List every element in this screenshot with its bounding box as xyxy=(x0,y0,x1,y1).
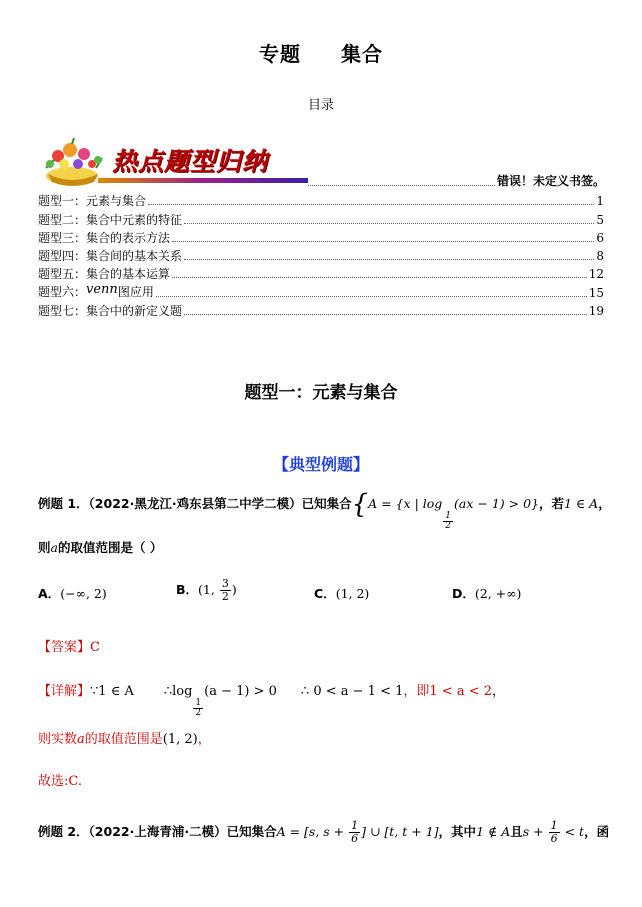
example-1-condition: 1 ∈ A xyxy=(564,496,599,511)
option-value-right: ) xyxy=(231,582,237,597)
detail-step-2 xyxy=(163,684,277,718)
answer-label: 【答案】 xyxy=(38,640,91,655)
hot-topics-banner xyxy=(38,138,308,186)
step-2-suffix: (a − 1) > 0 xyxy=(204,684,277,699)
detail-line-1 xyxy=(38,680,505,718)
set-a-interval xyxy=(276,819,439,845)
condition-2-prefix: s + xyxy=(522,824,548,839)
option-b-fraction xyxy=(220,578,231,603)
example-1-mid: ，若 xyxy=(538,496,564,511)
option-c[interactable] xyxy=(314,584,369,602)
toc-leader xyxy=(172,241,594,242)
log-base-den: 2 xyxy=(195,708,202,718)
toc-entry[interactable] xyxy=(38,190,604,208)
toc-entry-page: 5 xyxy=(596,212,604,227)
toc-entry-page: 1 xyxy=(596,194,604,209)
toc-leader xyxy=(148,204,594,205)
log-base-fraction xyxy=(193,699,203,718)
step-2-prefix: ∴log xyxy=(163,684,193,699)
fraction-numerator: 1 xyxy=(550,819,558,832)
detail-line-2-mid: 的取值范围是 xyxy=(84,732,163,747)
toc-entry-page: 15 xyxy=(588,285,604,300)
example-1-line-1 xyxy=(38,489,611,531)
example-2-mid: ，其中 xyxy=(438,824,477,839)
line2-variable: a xyxy=(50,540,58,555)
line2-suffix: 的取值范围是（ ） xyxy=(57,540,163,555)
interval-part-2: ] ∪ [t, t + 1] xyxy=(361,824,439,839)
example-1-line-2 xyxy=(38,538,162,556)
detail-conclusion: 故选:C. xyxy=(38,774,82,789)
example-2-end: ，函 xyxy=(584,824,610,839)
example-1-prefix: 例题 1．（2022·黑龙江·鸡东县第二中学二模）已知集合 xyxy=(38,496,352,511)
option-value: (−∞, 2) xyxy=(60,586,107,601)
toc-leader xyxy=(184,314,587,315)
toc-leader xyxy=(184,223,594,224)
detail-step-4-prefix: ，即 xyxy=(403,684,430,699)
toc-entry-page: 8 xyxy=(596,249,604,264)
toc-entry[interactable] xyxy=(38,227,604,245)
toc-entry[interactable] xyxy=(38,300,604,318)
detail-variable: a xyxy=(77,732,85,747)
bookmark-error-row xyxy=(308,172,605,190)
banner-underline xyxy=(98,178,308,183)
toc-entry[interactable] xyxy=(38,245,604,263)
toc-entry[interactable] xyxy=(38,263,604,281)
toc-entry-page: 19 xyxy=(588,304,604,319)
toc-leader xyxy=(156,296,587,297)
toc-entry-label: 题型五：集合的基本运算 xyxy=(38,267,171,282)
interval-part-1: A = [s, s + xyxy=(276,824,349,839)
example-1-end: ， xyxy=(598,496,611,511)
bookmark-error-text: 错误！未定义书签。 xyxy=(496,174,605,188)
detail-interval: (1, 2) xyxy=(162,732,198,747)
toc-leader xyxy=(184,259,594,260)
option-b[interactable] xyxy=(176,578,237,603)
condition-2-suffix: < t xyxy=(560,824,585,839)
interval-fraction xyxy=(349,820,360,845)
detail-label: 【详解】 xyxy=(38,684,91,699)
option-d[interactable] xyxy=(452,584,521,602)
toc-leader xyxy=(172,277,587,278)
title-part-2: 集合 xyxy=(341,42,383,66)
example-2-line-1 xyxy=(38,820,618,845)
toc-entry-label: 题型四：集合间的基本关系 xyxy=(38,249,183,264)
log-base-num: 1 xyxy=(195,698,202,708)
toc-entry-label: 题型三：集合的表示方法 xyxy=(38,230,171,245)
toc-entry-label: 题型一：元素与集合 xyxy=(38,194,147,209)
fraction-denominator: 6 xyxy=(550,832,558,845)
set-a-head: A = {x | log xyxy=(368,496,443,511)
toc-entry[interactable] xyxy=(38,281,604,299)
set-a-definition: {A = {x | log $\frac{1}{2}$ (ax − 1) > 0} xyxy=(351,489,539,531)
fraction-denominator: 2 xyxy=(221,590,229,603)
example-heading: 【典型例题】 xyxy=(272,455,369,474)
option-letter: C． xyxy=(314,586,336,601)
toc-entry-page: 12 xyxy=(588,267,604,282)
example-2-and: 且 xyxy=(510,824,523,839)
option-value-left: (1, xyxy=(198,582,219,597)
title-part-1: 专题 xyxy=(259,42,301,66)
detail-line-2 xyxy=(38,728,211,747)
detail-step-3: ∴ 0 < a − 1 < 1 xyxy=(300,684,404,699)
fraction-numerator: 3 xyxy=(221,577,229,590)
toc-label-venn: venn xyxy=(86,281,118,297)
fraction-denominator: 6 xyxy=(351,832,359,845)
detail-step-4: 1 < a < 2 xyxy=(429,684,492,699)
log-base-den: 2 xyxy=(445,521,452,531)
log-base-num: 1 xyxy=(445,511,452,521)
toc-entry-label: 题型七：集合中的新定义题 xyxy=(38,304,183,319)
toc-entry-label: 题型二：集合中元素的特征 xyxy=(38,212,183,227)
option-value: (1, 2) xyxy=(335,586,370,601)
example-2-condition-1: 1 ∉ A xyxy=(476,824,511,839)
set-a-tail: (ax − 1) > 0} xyxy=(454,496,539,511)
example-2-prefix: 例题 2．（2022·上海青浦·二模）已知集合 xyxy=(38,824,277,839)
answer-line xyxy=(38,636,100,655)
detail-step-4-end: ， xyxy=(492,684,506,699)
table-of-contents xyxy=(38,190,604,318)
option-letter: D． xyxy=(452,586,475,601)
line2-prefix: 则 xyxy=(38,540,51,555)
detail-line-2-prefix: 则实数 xyxy=(38,732,78,747)
condition-fraction xyxy=(549,820,560,845)
option-letter: B． xyxy=(176,582,199,597)
option-a[interactable] xyxy=(38,584,107,602)
toc-entry-label xyxy=(38,281,154,300)
log-base-fraction xyxy=(443,512,453,531)
fraction-numerator: 1 xyxy=(351,819,359,832)
detail-step-1: ∵1 ∈ A xyxy=(90,684,134,699)
section-heading: 题型一：元素与集合 xyxy=(244,383,398,403)
toc-entry-page: 6 xyxy=(596,230,604,245)
banner-title: 热点题型归纳 xyxy=(112,147,269,176)
option-value: (2, +∞) xyxy=(474,586,522,601)
detail-line-2-end: ， xyxy=(197,732,211,747)
example-2-condition-2 xyxy=(522,819,585,845)
answer-value: C xyxy=(90,640,100,655)
option-letter: A． xyxy=(38,586,61,601)
document-title xyxy=(0,38,642,67)
toc-heading: 目录 xyxy=(307,98,334,113)
toc-label-prefix: 题型六： xyxy=(38,284,87,299)
toc-entry[interactable] xyxy=(38,208,604,226)
toc-label-suffix: 图应用 xyxy=(117,284,154,299)
